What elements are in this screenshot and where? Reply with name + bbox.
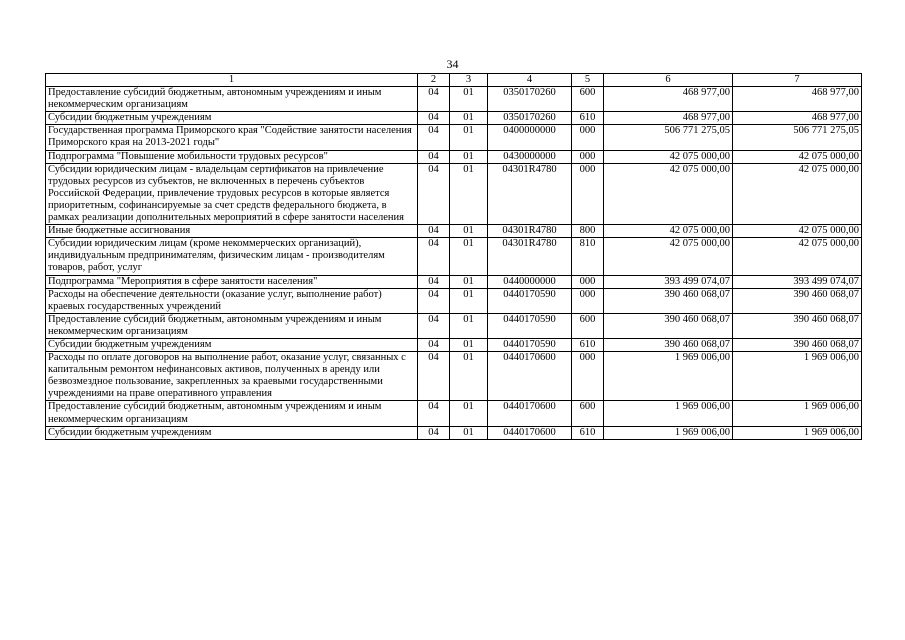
target-article-cell: 0440170590 (488, 313, 572, 338)
table-header-row (46, 74, 862, 87)
section-cell: 04 (418, 313, 450, 338)
table-row (46, 401, 862, 426)
section-cell: 04 (418, 125, 450, 150)
target-article-cell: 0440170600 (488, 426, 572, 439)
target-article-cell: 0440170600 (488, 352, 572, 401)
amount-cell: 390 460 068,07 (733, 288, 862, 313)
amount-cell: 390 460 068,07 (604, 338, 733, 351)
table-row (46, 225, 862, 238)
item-name-cell: Предоставление субсидий бюджетным, автономным учреждениям и иным некоммерческим организациям (46, 87, 418, 112)
header-cell: 3 (450, 74, 488, 87)
budget-table (45, 73, 862, 440)
amount-cell: 42 075 000,00 (733, 150, 862, 163)
amount-cell: 1 969 006,00 (733, 352, 862, 401)
target-article-cell: 0440170600 (488, 401, 572, 426)
section-cell: 04 (418, 338, 450, 351)
section-cell: 04 (418, 163, 450, 224)
subsection-cell: 01 (450, 87, 488, 112)
amount-cell: 468 977,00 (733, 87, 862, 112)
item-name-cell: Подпрограмма "Мероприятия в сфере занятости населения" (46, 275, 418, 288)
item-name-cell: Субсидии бюджетным учреждениям (46, 112, 418, 125)
amount-cell: 42 075 000,00 (733, 163, 862, 224)
expense-type-cell: 800 (572, 225, 604, 238)
amount-cell: 1 969 006,00 (604, 401, 733, 426)
header-cell: 6 (604, 74, 733, 87)
expense-type-cell: 000 (572, 288, 604, 313)
section-cell: 04 (418, 87, 450, 112)
table-row (46, 352, 862, 401)
expense-type-cell: 600 (572, 87, 604, 112)
table-row (46, 288, 862, 313)
expense-type-cell: 000 (572, 163, 604, 224)
item-name-cell: Предоставление субсидий бюджетным, автономным учреждениям и иным некоммерческим организациям (46, 313, 418, 338)
target-article-cell: 0350170260 (488, 87, 572, 112)
item-name-cell: Субсидии бюджетным учреждениям (46, 338, 418, 351)
table-row (46, 125, 862, 150)
expense-type-cell: 610 (572, 338, 604, 351)
subsection-cell: 01 (450, 112, 488, 125)
section-cell: 04 (418, 352, 450, 401)
expense-type-cell: 000 (572, 150, 604, 163)
subsection-cell: 01 (450, 426, 488, 439)
amount-cell: 42 075 000,00 (733, 225, 862, 238)
target-article-cell: 0430000000 (488, 150, 572, 163)
table-row (46, 275, 862, 288)
item-name-cell: Субсидии юридическим лицам - владельцам сертификатов на привлечение трудовых ресурсов из субъектов, не включенных в перечень субъектов Российской Федерации, привлечение трудовых ресурсов в которые является приоритетным, софинансируемые за счет средств федерального бюджета, в рамках реализации дополнительных мероприятий в сфере занятости населения (46, 163, 418, 224)
expense-type-cell: 810 (572, 238, 604, 275)
page-number: 34 (446, 57, 459, 71)
subsection-cell: 01 (450, 125, 488, 150)
table-row (46, 338, 862, 351)
section-cell: 04 (418, 288, 450, 313)
amount-cell: 42 075 000,00 (733, 238, 862, 275)
amount-cell: 1 969 006,00 (733, 401, 862, 426)
item-name-cell: Субсидии бюджетным учреждениям (46, 426, 418, 439)
target-article-cell: 0350170260 (488, 112, 572, 125)
amount-cell: 42 075 000,00 (604, 238, 733, 275)
subsection-cell: 01 (450, 288, 488, 313)
item-name-cell: Иные бюджетные ассигнования (46, 225, 418, 238)
amount-cell: 42 075 000,00 (604, 163, 733, 224)
table-row (46, 112, 862, 125)
section-cell: 04 (418, 225, 450, 238)
header-cell: 4 (488, 74, 572, 87)
item-name-cell: Подпрограмма "Повышение мобильности трудовых ресурсов" (46, 150, 418, 163)
table-row (46, 313, 862, 338)
subsection-cell: 01 (450, 338, 488, 351)
section-cell: 04 (418, 426, 450, 439)
section-cell: 04 (418, 401, 450, 426)
table-row (46, 426, 862, 439)
target-article-cell: 04301R4780 (488, 225, 572, 238)
expense-type-cell: 610 (572, 426, 604, 439)
amount-cell: 390 460 068,07 (733, 338, 862, 351)
header-cell: 5 (572, 74, 604, 87)
section-cell: 04 (418, 112, 450, 125)
amount-cell: 42 075 000,00 (604, 225, 733, 238)
section-cell: 04 (418, 275, 450, 288)
amount-cell: 390 460 068,07 (604, 313, 733, 338)
item-name-cell: Субсидии юридическим лицам (кроме некоммерческих организаций), индивидуальным предпринимателям, физическим лицам - производителям товаров, работ, услуг (46, 238, 418, 275)
expense-type-cell: 000 (572, 275, 604, 288)
amount-cell: 1 969 006,00 (733, 426, 862, 439)
amount-cell: 1 969 006,00 (604, 352, 733, 401)
target-article-cell: 0440170590 (488, 288, 572, 313)
subsection-cell: 01 (450, 225, 488, 238)
amount-cell: 1 969 006,00 (604, 426, 733, 439)
amount-cell: 393 499 074,07 (733, 275, 862, 288)
table-row (46, 87, 862, 112)
target-article-cell: 0440000000 (488, 275, 572, 288)
item-name-cell: Государственная программа Приморского края "Содействие занятости населения Приморского края на 2013-2021 годы" (46, 125, 418, 150)
item-name-cell: Расходы по оплате договоров на выполнение работ, оказание услуг, связанных с капитальным ремонтом нефинансовых активов, полученных в аренду или безвозмездное пользование, закрепленных за краевыми государственными учреждениями на праве оперативного управления (46, 352, 418, 401)
header-cell: 1 (46, 74, 418, 87)
expense-type-cell: 000 (572, 352, 604, 401)
section-cell: 04 (418, 150, 450, 163)
target-article-cell: 0400000000 (488, 125, 572, 150)
table-row (46, 163, 862, 224)
header-cell: 2 (418, 74, 450, 87)
expense-type-cell: 600 (572, 313, 604, 338)
amount-cell: 468 977,00 (604, 87, 733, 112)
section-cell: 04 (418, 238, 450, 275)
subsection-cell: 01 (450, 163, 488, 224)
subsection-cell: 01 (450, 150, 488, 163)
header-cell: 7 (733, 74, 862, 87)
target-article-cell: 04301R4780 (488, 238, 572, 275)
subsection-cell: 01 (450, 275, 488, 288)
item-name-cell: Расходы на обеспечение деятельности (оказание услуг, выполнение работ) краевых государственных учреждений (46, 288, 418, 313)
amount-cell: 42 075 000,00 (604, 150, 733, 163)
amount-cell: 506 771 275,05 (604, 125, 733, 150)
target-article-cell: 0440170590 (488, 338, 572, 351)
amount-cell: 468 977,00 (733, 112, 862, 125)
subsection-cell: 01 (450, 401, 488, 426)
table-row (46, 150, 862, 163)
amount-cell: 506 771 275,05 (733, 125, 862, 150)
amount-cell: 393 499 074,07 (604, 275, 733, 288)
expense-type-cell: 600 (572, 401, 604, 426)
expense-type-cell: 000 (572, 125, 604, 150)
amount-cell: 390 460 068,07 (733, 313, 862, 338)
table-row (46, 238, 862, 275)
subsection-cell: 01 (450, 238, 488, 275)
subsection-cell: 01 (450, 352, 488, 401)
subsection-cell: 01 (450, 313, 488, 338)
item-name-cell: Предоставление субсидий бюджетным, автономным учреждениям и иным некоммерческим организациям (46, 401, 418, 426)
target-article-cell: 04301R4780 (488, 163, 572, 224)
expense-type-cell: 610 (572, 112, 604, 125)
amount-cell: 468 977,00 (604, 112, 733, 125)
amount-cell: 390 460 068,07 (604, 288, 733, 313)
